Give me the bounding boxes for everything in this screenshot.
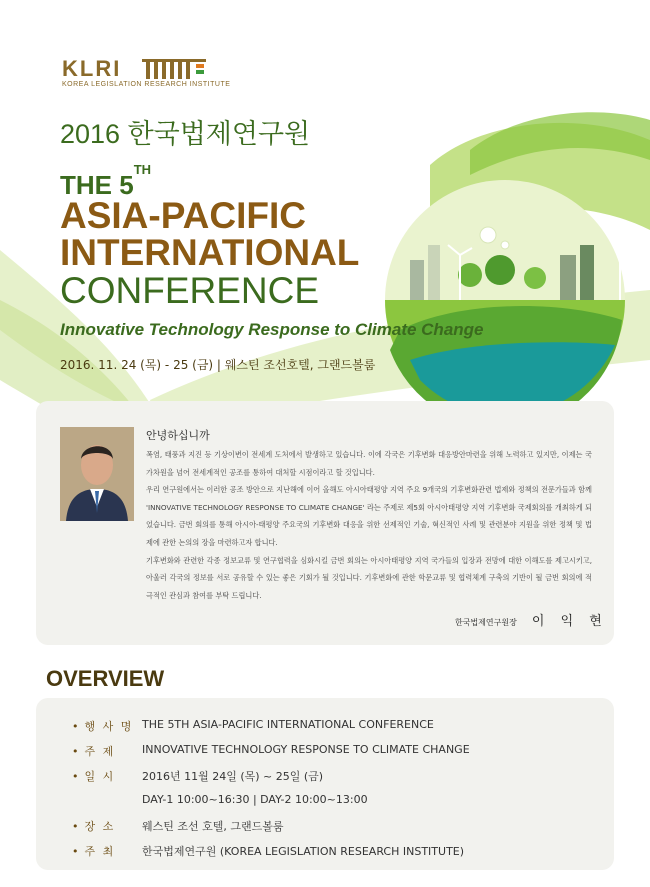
president-portrait (60, 427, 134, 521)
overview-row-host (72, 843, 465, 859)
overview-value: INNOVATIVE TECHNOLOGY RESPONSE TO CLIMATE CHANGE (142, 743, 470, 756)
edition-text: THE 5 (60, 170, 134, 200)
bullet-icon: • (72, 820, 79, 833)
title-line-3: CONFERENCE (60, 270, 320, 311)
logo-text: KLRI (62, 56, 122, 81)
edition-suffix: TH (133, 162, 152, 178)
bullet-icon: • (72, 770, 79, 783)
schedule-detail: DAY-1 10:00~16:30 | DAY-2 10:00~13:00 (142, 793, 368, 806)
bullet-icon: • (72, 745, 79, 758)
overview-label: 행 사 명 (84, 720, 134, 733)
greeting-body (146, 446, 592, 604)
signature-line (455, 610, 608, 629)
overview-value: 한국법제연구원 (KOREA LEGISLATION RESEARCH INSTITUTE) (142, 845, 465, 858)
logo-subtext: KOREA LEGISLATION RESEARCH INSTITUTE (62, 81, 231, 88)
greeting-paragraph: 폭염, 태풍과 지진 등 기상이변이 전세계 도처에서 발생하고 있습니다. 이에 각국은 기후변화 대응방안마련을 위해 노력하고 있지만, 이제는 국가차원을 넘어 전세계적인 공조를 통하여 대처할 시점이라고 할 것입니다. (146, 450, 592, 477)
signer-name: 이 익 현 (531, 614, 608, 629)
overview-row-theme (72, 743, 470, 759)
conference-subtitle: Innovative Technology Response to Climate Change (60, 320, 484, 339)
overview-row-event (72, 718, 434, 734)
overview-value: 웨스틴 조선 호텔, 그랜드볼룸 (142, 820, 284, 833)
greeting-title: 안녕하십니까 (146, 429, 210, 442)
overview-label: 일 시 (84, 770, 116, 783)
title-line-1: ASIA-PACIFIC (60, 195, 306, 236)
overview-row-date (72, 768, 324, 784)
overview-value: THE 5TH ASIA-PACIFIC INTERNATIONAL CONFERENCE (142, 718, 434, 731)
overview-label: 주 제 (84, 745, 116, 758)
overview-title: OVERVIEW (46, 666, 165, 691)
klri-logo (62, 56, 231, 96)
bullet-icon: • (72, 720, 79, 733)
title-line-2: INTERNATIONAL (60, 232, 360, 273)
signer-title: 한국법제연구원장 (455, 618, 517, 627)
logo-bars-icon (142, 59, 206, 79)
overview-label: 주 최 (84, 845, 116, 858)
greeting-paragraph: 기후변화와 관련한 각종 정보교류 및 연구협력을 심화시킬 금번 회의는 아시아태평양 지역 국가들의 입장과 전망에 대한 이해도를 제고시키고, 아울러 각국의 정보를 서로 공유할 수 있는 좋은 기회가 될 것입니다. 기후변화에 관한 학문교류 및 협력체계 구축의 기반이 될 금번 회의에 적극적인 관심과 참여를 부탁 드립니다. (146, 555, 592, 600)
overview-label: 장 소 (84, 820, 116, 833)
greeting-paragraph: 우리 연구원에서는 이러한 공조 방안으로 지난해에 이어 올해도 아시아태평양 지역 주요 9개국의 기후변화관련 법제와 정책의 전문가들과 함께 'INNOVATIVE TECHNOLOGY RESPONSE TO CLIMATE CHANGE' 라는 주제로 제5회 아시아태평양 지역 기후변화 국제회의를 개최하게 되었습니다. 금번 회의를 통해 아시아-태평양 주요국의 기후변화 대응을 위한 선제적인 기술, 혁신적인 사례 및 관련분야 지원을 위한 정책 및 법제에 관한 논의의 장을 마련하고자 합니다. (146, 485, 592, 547)
bullet-icon: • (72, 845, 79, 858)
date-venue: 2016. 11. 24 (목) - 25 (금) | 웨스틴 조선호텔, 그랜드볼룸 (60, 358, 376, 372)
year-title: 2016 한국법제연구원 (60, 119, 311, 149)
overview-row-venue (72, 818, 284, 834)
overview-value: 2016년 11월 24일 (목) ~ 25일 (금) (142, 770, 324, 783)
